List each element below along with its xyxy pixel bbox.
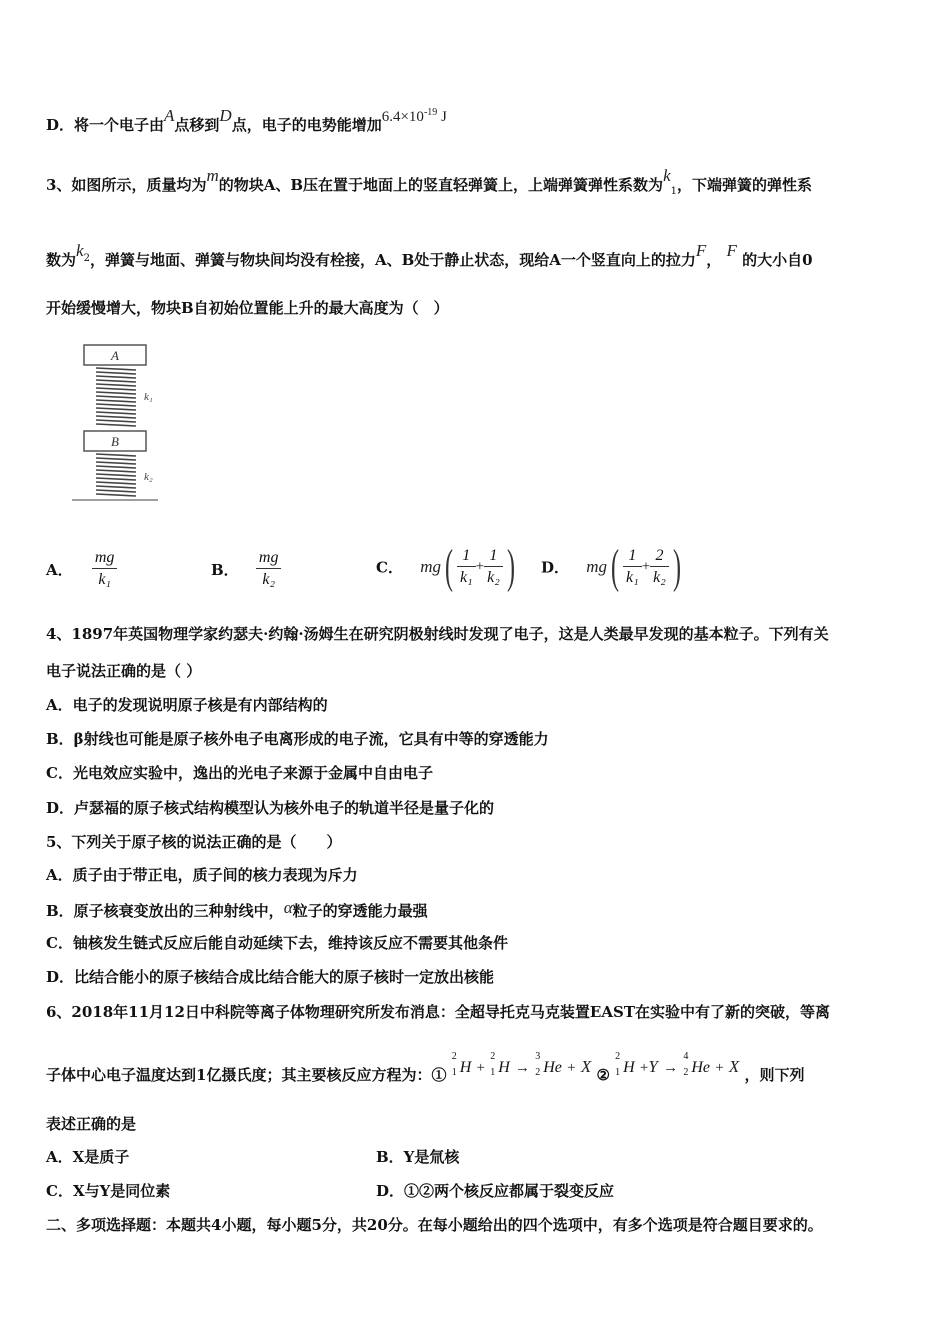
q6-option-b: B．Y是氚核 (376, 1148, 460, 1166)
q6-option-a: A．X是质子 (46, 1148, 130, 1166)
section2-heading: 二、多项选择题：本题共4小题，每小题5分，共20分。在每小题给出的四个选项中，有多个选项是符合题目要求的。 (46, 1216, 823, 1234)
q5-option-c: C．铀核发生链式反应后能自动延续下去，维持该反应不需要其他条件 (46, 934, 508, 952)
q4-option-a: A．电子的发现说明原子核是有内部结构的 (46, 696, 328, 714)
block-b (84, 431, 146, 451)
q4-option-d: D．卢瑟福的原子核式结构模型认为核外电子的轨道半径是量子化的 (46, 799, 495, 817)
spring-figure (66, 338, 166, 508)
q3-option-d: D． mg( $\frac{1}{\text{k₁}}$ + $\frac{2}{\text{k₂}}$ ) (541, 540, 681, 593)
q3-option-b: B． $\frac{mg}{\text{k₂}}$ (211, 548, 281, 591)
q4-option-b: B．β射线也可能是原子核外电子电离形成的电子流，它具有中等的穿透能力 (46, 730, 549, 748)
q4-stem-line2: 电子说法正确的是（ ） (46, 662, 202, 680)
q6-stem-line1: 6、2018年11月12日中科院等离子体物理研究所发布消息：全超导托克马克装置EAST在实验中有了新的突破，等离 (46, 1003, 831, 1021)
q5-option-d: D．比结合能小的原子核结合成比结合能大的原子核时一定放出核能 (46, 968, 495, 986)
svg-text:A: A (111, 348, 119, 363)
q5-stem: 5、下列关于原子核的说法正确的是（ ） (46, 833, 342, 851)
reaction-equation-2: 2 1 H +Y → 4 2 He + X (615, 1051, 740, 1078)
q3-line2: 数为$k^2$，弹簧与地面、弹簧与物块间均没有栓接，A、B处于静止状态，现给A一个竖直向上的拉力F， F 的大小自0 (46, 241, 813, 269)
reaction-equation-1: 2 1 H + 2 1 H → 3 2 He + X (451, 1051, 592, 1078)
q3-line1: 3、如图所示，质量均为m的物块A、B压在置于地面上的竖直轻弹簧上，上端弹簧弹性系数为$k_1$，下端弹簧的弹性系 (46, 166, 812, 197)
q6-stem-line3: 表述正确的是 (46, 1115, 137, 1133)
label-k1: k₁ (144, 391, 153, 403)
q3-line3: 开始缓慢增大，物块B自初始位置能上升的最大高度为（ ） (46, 299, 449, 317)
q4-stem-line1: 4、1897年英国物理学家约瑟夫·约翰·汤姆生在研究阴极射线时发现了电子，这是人类最早发现的基本粒子。下列有关 (46, 625, 829, 643)
spring-k1 (96, 368, 136, 426)
q5-option-b: B．原子核衰变放出的三种射线中，α粒子的穿透能力最强 (46, 898, 428, 920)
q3-option-a: A． $\frac{mg}{\text{k₁}}$ (46, 548, 117, 591)
q2-option-d: D．将一个电子由A点移到D点，电子的电势能增加$6.4\times 10^{-19}$ J (46, 106, 447, 134)
q5-option-a: A．质子由于带正电，质子间的核力表现为斥力 (46, 866, 358, 884)
svg-text:B: B (111, 434, 119, 449)
block-a (84, 345, 146, 365)
q4-option-c: C．光电效应实验中，逸出的光电子来源于金属中自由电子 (46, 764, 433, 782)
label-k2: k₂ (144, 471, 153, 483)
spring-k2 (96, 454, 136, 496)
q6-stem-line2: 子体中心电子温度达到1亿摄氏度；其主要核反应方程为：① 2 1 H + 2 1 H → 3 2 He + X ② 2 1 H +Y → 4 2 He + X ，则下列 (46, 1051, 805, 1084)
q6-option-d: D．①②两个核反应都属于裂变反应 (376, 1182, 615, 1200)
q3-option-c: C． mg( $\frac{1}{\text{k₁}}$ + $\frac{1}{\text{k₂}}$ ) (376, 540, 515, 593)
q6-option-c: C．X与Y是同位素 (46, 1182, 171, 1200)
